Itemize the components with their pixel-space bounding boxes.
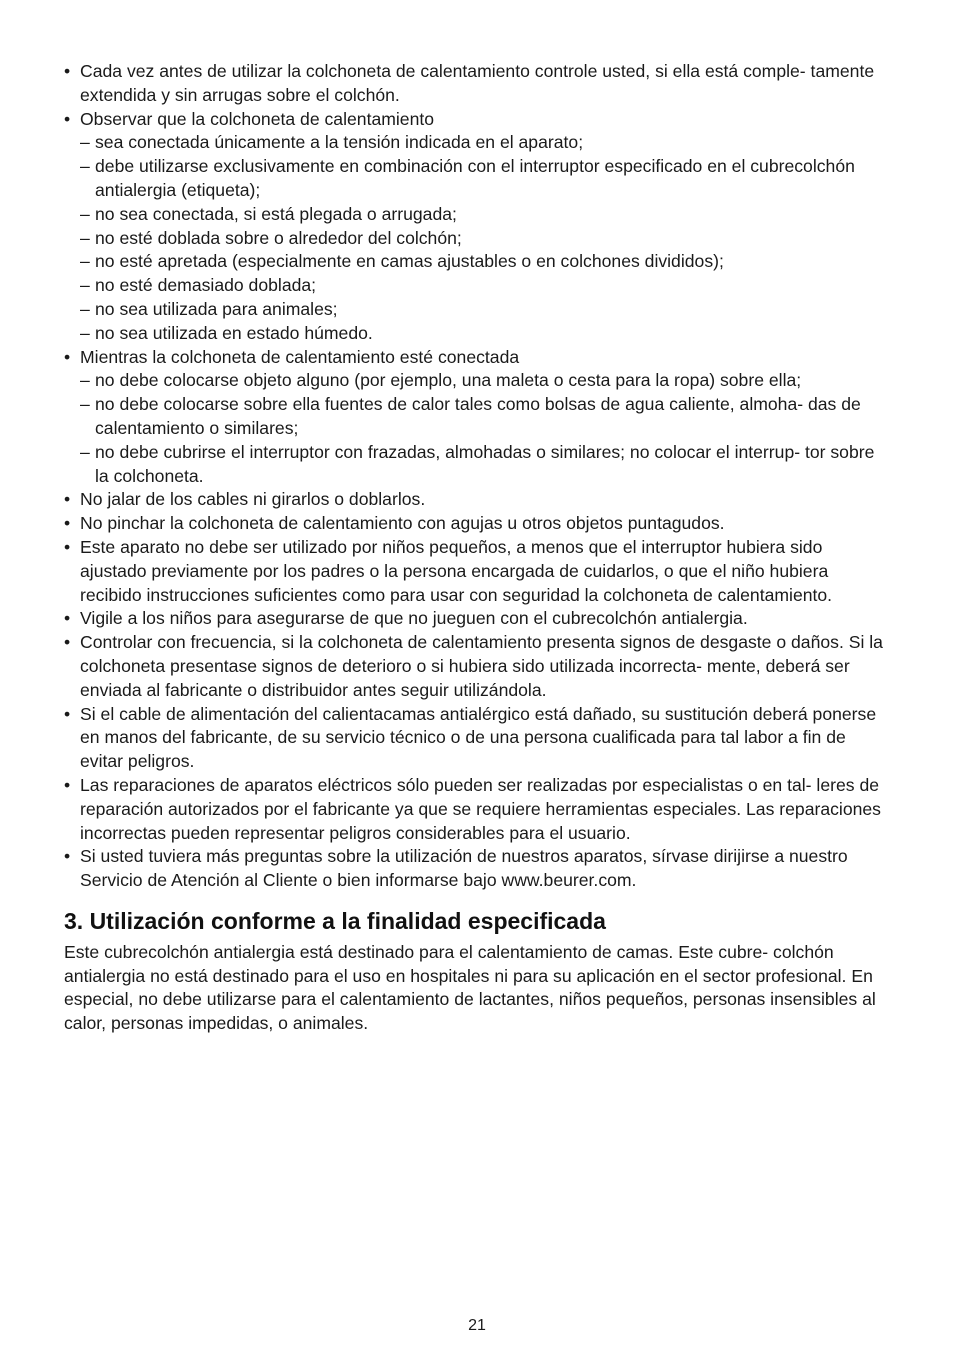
bullet-mark: • xyxy=(64,608,71,629)
bullet-item xyxy=(64,108,892,132)
bullet-text: No jalar de los cables ni girarlos o doblarlos. xyxy=(80,489,426,510)
sub-item-text: debe utilizarse exclusivamente en combinación con el interruptor especificado en el cubrecolchón antialergia (etiqueta); xyxy=(95,156,855,200)
dash-mark: – xyxy=(80,251,90,272)
bullet-item xyxy=(64,346,892,370)
section-paragraph: Este cubrecolchón antialergia está destinado para el calentamiento de camas. Este cubre- colchón antialergia no está destinado para el uso en hospitales ni para su aplicación en el sector profesional. En especial, no debe utilizarse para el calentamiento de lactantes, niños pequeños, personas insensibles al calor, personas impedidas, o animales. xyxy=(64,941,876,1034)
bullet-mark: • xyxy=(64,61,71,81)
bullet-item xyxy=(64,60,892,108)
sub-item xyxy=(64,441,892,489)
sub-item-text: no sea utilizada en estado húmedo. xyxy=(95,322,373,343)
bullet-mark: • xyxy=(64,108,71,129)
sub-item-text: no esté apretada (especialmente en camas ajustables o en colchones divididos); xyxy=(95,251,724,272)
sub-item-text: no debe cubrirse el interruptor con frazadas, almohadas o similares; no colocar el interrup- tor sobre la colchoneta. xyxy=(95,441,875,486)
bullet-mark: • xyxy=(64,703,71,724)
safety-instructions-list xyxy=(64,60,892,893)
bullet-item xyxy=(64,845,892,893)
bullet-text: No pinchar la colchoneta de calentamiento con agujas u otros objetos puntagudos. xyxy=(80,513,725,534)
bullet-text: Cada vez antes de utilizar la colchoneta de calentamiento controle usted, si ella está comple- tamente extendida y sin arrugas sobre el colchón. xyxy=(80,61,875,105)
bullet-item xyxy=(64,703,892,774)
section-heading: 3. Utilización conforme a la finalidad especificada xyxy=(64,907,606,934)
bullet-item xyxy=(64,774,892,845)
dash-mark: – xyxy=(80,394,90,415)
sub-item-text: no debe colocarse sobre ella fuentes de calor tales como bolsas de agua caliente, almoha- das de calentamiento o similares; xyxy=(95,394,861,438)
bullet-text: Las reparaciones de aparatos eléctricos sólo pueden ser realizadas por especialistas o en tal- leres de reparación autorizados por el fabricante ya que se requiere herramientas especiales. Las reparaciones incorrectas pueden representar peligros considerables para el usuario. xyxy=(80,774,881,843)
bullet-text: Mientras la colchoneta de calentamiento esté conectada xyxy=(80,346,520,367)
sub-item xyxy=(64,155,892,203)
document-page xyxy=(64,60,892,1036)
sub-item xyxy=(64,274,892,298)
sub-item xyxy=(64,322,892,346)
bullet-text: Controlar con frecuencia, si la colchoneta de calentamiento presenta signos de desgaste o daños. Si la colchoneta presentase signos de deterioro o si hubiera sido utilizada incorrecta- mente, deberá ser enviada al fabricante o distribuidor antes seguir utilizándola. xyxy=(80,632,883,700)
bullet-mark: • xyxy=(64,846,71,867)
dash-mark: – xyxy=(80,370,90,391)
dash-mark: – xyxy=(80,298,90,319)
bullet-text: Este aparato no debe ser utilizado por niños pequeños, a menos que el interruptor hubiera sido ajustado previamente por los padres o la persona encargada de cuidarlos, o que el niño hubiera recibido instrucciones suficientes como para usar con seguridad la colchoneta de calentamiento. xyxy=(80,536,833,605)
bullet-mark: • xyxy=(64,513,71,534)
sub-item xyxy=(64,227,892,251)
sub-item xyxy=(64,131,892,155)
bullet-item xyxy=(64,631,892,702)
bullet-mark: • xyxy=(64,489,71,510)
page-number: 21 xyxy=(468,1317,486,1334)
sub-item-text: no sea conectada, si está plegada o arrugada; xyxy=(95,203,457,224)
sub-item-text: no debe colocarse objeto alguno (por ejemplo, una maleta o cesta para la ropa) sobre ella; xyxy=(95,370,802,391)
bullet-text: Observar que la colchoneta de calentamiento xyxy=(80,108,435,129)
bullet-text: Vigile a los niños para asegurarse de que no jueguen con el cubrecolchón antialergia. xyxy=(80,608,748,629)
bullet-mark: • xyxy=(64,632,71,653)
dash-mark: – xyxy=(80,441,90,462)
bullet-mark: • xyxy=(64,536,71,557)
dash-mark: – xyxy=(80,132,90,153)
dash-mark: – xyxy=(80,156,90,177)
bullet-item xyxy=(64,536,892,607)
sub-item xyxy=(64,369,892,393)
bullet-mark: • xyxy=(64,346,71,367)
bullet-text: Si el cable de alimentación del calientacamas antialérgico está dañado, su sustitución deberá ponerse en manos del fabricante, de su servicio técnico o de una persona cualificada para tal labor a fin de evitar peligros. xyxy=(80,703,877,772)
sub-item-text: no sea utilizada para animales; xyxy=(95,298,338,319)
sub-item-text: sea conectada únicamente a la tensión indicada en el aparato; xyxy=(95,132,584,153)
bullet-item xyxy=(64,607,892,631)
sub-item xyxy=(64,298,892,322)
sub-item xyxy=(64,393,892,441)
sub-item xyxy=(64,250,892,274)
sub-item-text: no esté demasiado doblada; xyxy=(95,275,317,296)
bullet-item xyxy=(64,488,892,512)
dash-mark: – xyxy=(80,203,90,224)
bullet-item xyxy=(64,512,892,536)
dash-mark: – xyxy=(80,227,90,248)
bullet-mark: • xyxy=(64,774,71,795)
dash-mark: – xyxy=(80,275,90,296)
dash-mark: – xyxy=(80,322,90,343)
bullet-text: Si usted tuviera más preguntas sobre la utilización de nuestros aparatos, sírvase dirijirse a nuestro Servicio de Atención al Cliente o bien informarse bajo www.beurer.com. xyxy=(80,846,848,891)
sub-item xyxy=(64,203,892,227)
sub-item-text: no esté doblada sobre o alrededor del colchón; xyxy=(95,227,462,248)
